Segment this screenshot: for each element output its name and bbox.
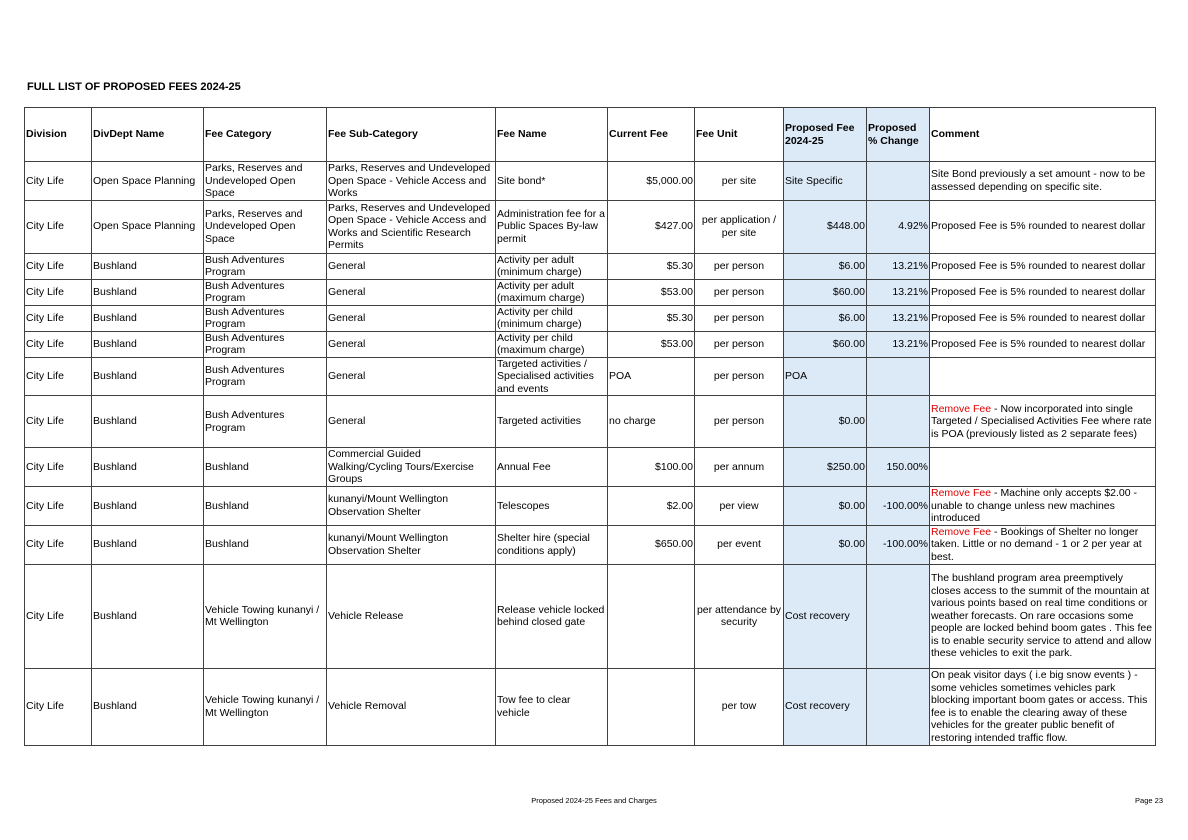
cell-subcategory: General	[327, 305, 496, 331]
cell-proposed: $6.00	[784, 305, 867, 331]
cell-comment	[930, 396, 1156, 448]
remove-fee-label: Remove Fee	[931, 525, 992, 538]
header-divdept: DivDept Name	[92, 108, 204, 162]
cell-unit: per person	[695, 357, 784, 396]
cell-proposed: $0.00	[784, 487, 867, 526]
cell-proposed: $6.00	[784, 253, 867, 279]
comment-text: Proposed Fee is 5% rounded to nearest dollar	[931, 259, 1146, 272]
cell-division: City Life	[25, 396, 92, 448]
cell-current	[608, 564, 695, 668]
cell-name: Telescopes	[496, 487, 608, 526]
table-row	[25, 279, 1156, 305]
cell-subcategory: Commercial Guided Walking/Cycling Tours/Exercise Groups	[327, 448, 496, 487]
table-row	[25, 396, 1156, 448]
cell-unit: per person	[695, 253, 784, 279]
cell-divdept: Open Space Planning	[92, 200, 204, 253]
header-current: Current Fee	[608, 108, 695, 162]
cell-category: Vehicle Towing kunanyi / Mt Wellington	[204, 564, 327, 668]
cell-name: Targeted activities / Specialised activities and events	[496, 357, 608, 396]
header-subcategory: Fee Sub-Category	[327, 108, 496, 162]
cell-division: City Life	[25, 279, 92, 305]
footer-title: Proposed 2024-25 Fees and Charges	[531, 796, 657, 805]
cell-division: City Life	[25, 162, 92, 201]
cell-current: $5.30	[608, 253, 695, 279]
cell-comment	[930, 331, 1156, 357]
comment-text: The bushland program area preemptively closes access to the summit of the mountain at various points based on real time conditions or weather forecasts. On rare occasions some people are locked behind boom gates . This fee is to enable security service to attend and allow these vehicles to exit the park.	[931, 572, 1153, 660]
cell-category: Parks, Reserves and Undeveloped Open Space	[204, 200, 327, 253]
comment-text: - Now incorporated into single Targeted / Specialised Activities Fee where rate is POA (previously listed as 2 separate fees)	[931, 402, 1152, 440]
cell-name: Shelter hire (special conditions apply)	[496, 525, 608, 564]
table-row	[25, 331, 1156, 357]
cell-change: 4.92%	[867, 200, 930, 253]
fees-table-body	[25, 162, 1156, 746]
cell-proposed: $0.00	[784, 396, 867, 448]
header-comment: Comment	[930, 108, 1156, 162]
cell-division: City Life	[25, 525, 92, 564]
cell-current: $5.30	[608, 305, 695, 331]
comment-text: - Bookings of Shelter no longer taken. Little or no demand - 1 or 2 per year at best.	[931, 525, 1142, 563]
cell-proposed: $448.00	[784, 200, 867, 253]
cell-proposed: POA	[784, 357, 867, 396]
cell-division: City Life	[25, 668, 92, 745]
cell-unit: per person	[695, 396, 784, 448]
cell-proposed: Cost recovery	[784, 564, 867, 668]
fees-table	[24, 107, 1156, 746]
cell-unit: per event	[695, 525, 784, 564]
cell-divdept: Bushland	[92, 253, 204, 279]
cell-subcategory: General	[327, 279, 496, 305]
cell-category: Bushland	[204, 525, 327, 564]
header-proposed: Proposed Fee 2024-25	[784, 108, 867, 162]
cell-divdept: Bushland	[92, 357, 204, 396]
cell-proposed: $60.00	[784, 331, 867, 357]
cell-divdept: Bushland	[92, 305, 204, 331]
header-change: Proposed % Change	[867, 108, 930, 162]
cell-proposed: Cost recovery	[784, 668, 867, 745]
table-row	[25, 668, 1156, 745]
cell-comment	[930, 525, 1156, 564]
table-row	[25, 525, 1156, 564]
cell-comment	[930, 564, 1156, 668]
cell-proposed: $0.00	[784, 525, 867, 564]
header-row	[25, 108, 1156, 162]
table-row	[25, 357, 1156, 396]
cell-divdept: Bushland	[92, 668, 204, 745]
cell-unit: per person	[695, 279, 784, 305]
cell-change: 13.21%	[867, 253, 930, 279]
cell-subcategory: General	[327, 396, 496, 448]
cell-current: POA	[608, 357, 695, 396]
cell-name: Activity per adult (maximum charge)	[496, 279, 608, 305]
cell-name: Activity per child (maximum charge)	[496, 331, 608, 357]
header-unit: Fee Unit	[695, 108, 784, 162]
cell-change: 13.21%	[867, 305, 930, 331]
cell-change	[867, 668, 930, 745]
cell-category: Bush Adventures Program	[204, 279, 327, 305]
cell-name: Administration fee for a Public Spaces By-law permit	[496, 200, 608, 253]
cell-divdept: Bushland	[92, 396, 204, 448]
comment-text: - Machine only accepts $2.00 - unable to change unless new machines introduced	[931, 487, 1138, 524]
comment-text: On peak visitor days ( i.e big snow events ) - some vehicles sometimes vehicles park blocking important boom gates or access. This fee is to enable the clearing away of these vehicles for the greater public benefit of restoring intended traffic flow.	[931, 669, 1148, 744]
cell-comment	[930, 668, 1156, 745]
cell-unit: per attendance by security	[695, 564, 784, 668]
cell-subcategory: kunanyi/Mount Wellington Observation Shelter	[327, 487, 496, 526]
cell-comment	[930, 357, 1156, 396]
cell-category: Bushland	[204, 448, 327, 487]
cell-change: 13.21%	[867, 279, 930, 305]
cell-comment	[930, 305, 1156, 331]
header-division: Division	[25, 108, 92, 162]
cell-divdept: Open Space Planning	[92, 162, 204, 201]
remove-fee-label: Remove Fee	[931, 402, 992, 415]
cell-proposed: $250.00	[784, 448, 867, 487]
comment-text: Proposed Fee is 5% rounded to nearest dollar	[931, 220, 1146, 233]
cell-current: no charge	[608, 396, 695, 448]
cell-comment	[930, 279, 1156, 305]
cell-current: $53.00	[608, 279, 695, 305]
cell-category: Bush Adventures Program	[204, 331, 327, 357]
cell-division: City Life	[25, 357, 92, 396]
cell-division: City Life	[25, 448, 92, 487]
header-category: Fee Category	[204, 108, 327, 162]
cell-comment	[930, 253, 1156, 279]
cell-category: Parks, Reserves and Undeveloped Open Space	[204, 162, 327, 201]
cell-change	[867, 357, 930, 396]
cell-change: -100.00%	[867, 487, 930, 526]
cell-subcategory: Parks, Reserves and Undeveloped Open Space - Vehicle Access and Works and Scientific Research Permits	[327, 200, 496, 253]
cell-division: City Life	[25, 305, 92, 331]
cell-change: -100.00%	[867, 525, 930, 564]
table-row	[25, 487, 1156, 526]
page-title: FULL LIST OF PROPOSED FEES 2024-25	[27, 81, 241, 93]
cell-subcategory: Parks, Reserves and Undeveloped Open Space - Vehicle Access and Works	[327, 162, 496, 201]
table-row	[25, 200, 1156, 253]
cell-current: $5,000.00	[608, 162, 695, 201]
cell-unit: per person	[695, 331, 784, 357]
cell-proposed: $60.00	[784, 279, 867, 305]
cell-division: City Life	[25, 487, 92, 526]
cell-category: Bush Adventures Program	[204, 253, 327, 279]
comment-text: Site Bond previously a set amount - now to be assessed depending on specific site.	[931, 168, 1146, 193]
table-row	[25, 253, 1156, 279]
cell-divdept: Bushland	[92, 279, 204, 305]
cell-subcategory: Vehicle Release	[327, 564, 496, 668]
cell-category: Vehicle Towing kunanyi / Mt Wellington	[204, 668, 327, 745]
cell-proposed: Site Specific	[784, 162, 867, 201]
header-name: Fee Name	[496, 108, 608, 162]
cell-unit: per site	[695, 162, 784, 201]
cell-category: Bush Adventures Program	[204, 305, 327, 331]
table-row	[25, 448, 1156, 487]
cell-unit: per tow	[695, 668, 784, 745]
cell-divdept: Bushland	[92, 331, 204, 357]
cell-category: Bush Adventures Program	[204, 396, 327, 448]
table-row	[25, 305, 1156, 331]
cell-comment	[930, 162, 1156, 201]
cell-name: Annual Fee	[496, 448, 608, 487]
cell-category: Bush Adventures Program	[204, 357, 327, 396]
cell-current: $2.00	[608, 487, 695, 526]
cell-subcategory: Vehicle Removal	[327, 668, 496, 745]
cell-current: $100.00	[608, 448, 695, 487]
comment-text: Proposed Fee is 5% rounded to nearest dollar	[931, 285, 1146, 298]
cell-subcategory: kunanyi/Mount Wellington Observation Shelter	[327, 525, 496, 564]
comment-text: Proposed Fee is 5% rounded to nearest dollar	[931, 311, 1146, 324]
cell-division: City Life	[25, 200, 92, 253]
cell-divdept: Bushland	[92, 448, 204, 487]
cell-name: Site bond*	[496, 162, 608, 201]
cell-name: Tow fee to clear vehicle	[496, 668, 608, 745]
cell-unit: per application / per site	[695, 200, 784, 253]
cell-subcategory: General	[327, 357, 496, 396]
cell-category: Bushland	[204, 487, 327, 526]
cell-change: 13.21%	[867, 331, 930, 357]
cell-change: 150.00%	[867, 448, 930, 487]
cell-change	[867, 162, 930, 201]
cell-current: $650.00	[608, 525, 695, 564]
cell-name: Targeted activities	[496, 396, 608, 448]
cell-comment	[930, 200, 1156, 253]
cell-division: City Life	[25, 253, 92, 279]
cell-comment	[930, 448, 1156, 487]
table-row	[25, 162, 1156, 201]
cell-name: Activity per adult (minimum charge)	[496, 253, 608, 279]
cell-comment	[930, 487, 1156, 526]
cell-subcategory: General	[327, 331, 496, 357]
cell-division: City Life	[25, 564, 92, 668]
cell-divdept: Bushland	[92, 487, 204, 526]
cell-name: Activity per child (minimum charge)	[496, 305, 608, 331]
cell-unit: per view	[695, 487, 784, 526]
cell-current: $427.00	[608, 200, 695, 253]
page-number: Page 23	[1135, 796, 1163, 805]
cell-change	[867, 564, 930, 668]
cell-current: $53.00	[608, 331, 695, 357]
remove-fee-label: Remove Fee	[931, 487, 992, 499]
cell-subcategory: General	[327, 253, 496, 279]
cell-divdept: Bushland	[92, 525, 204, 564]
cell-division: City Life	[25, 331, 92, 357]
cell-unit: per person	[695, 305, 784, 331]
comment-text: Proposed Fee is 5% rounded to nearest dollar	[931, 337, 1146, 350]
cell-divdept: Bushland	[92, 564, 204, 668]
cell-unit: per annum	[695, 448, 784, 487]
cell-current	[608, 668, 695, 745]
cell-name: Release vehicle locked behind closed gate	[496, 564, 608, 668]
cell-change	[867, 396, 930, 448]
table-row	[25, 564, 1156, 668]
